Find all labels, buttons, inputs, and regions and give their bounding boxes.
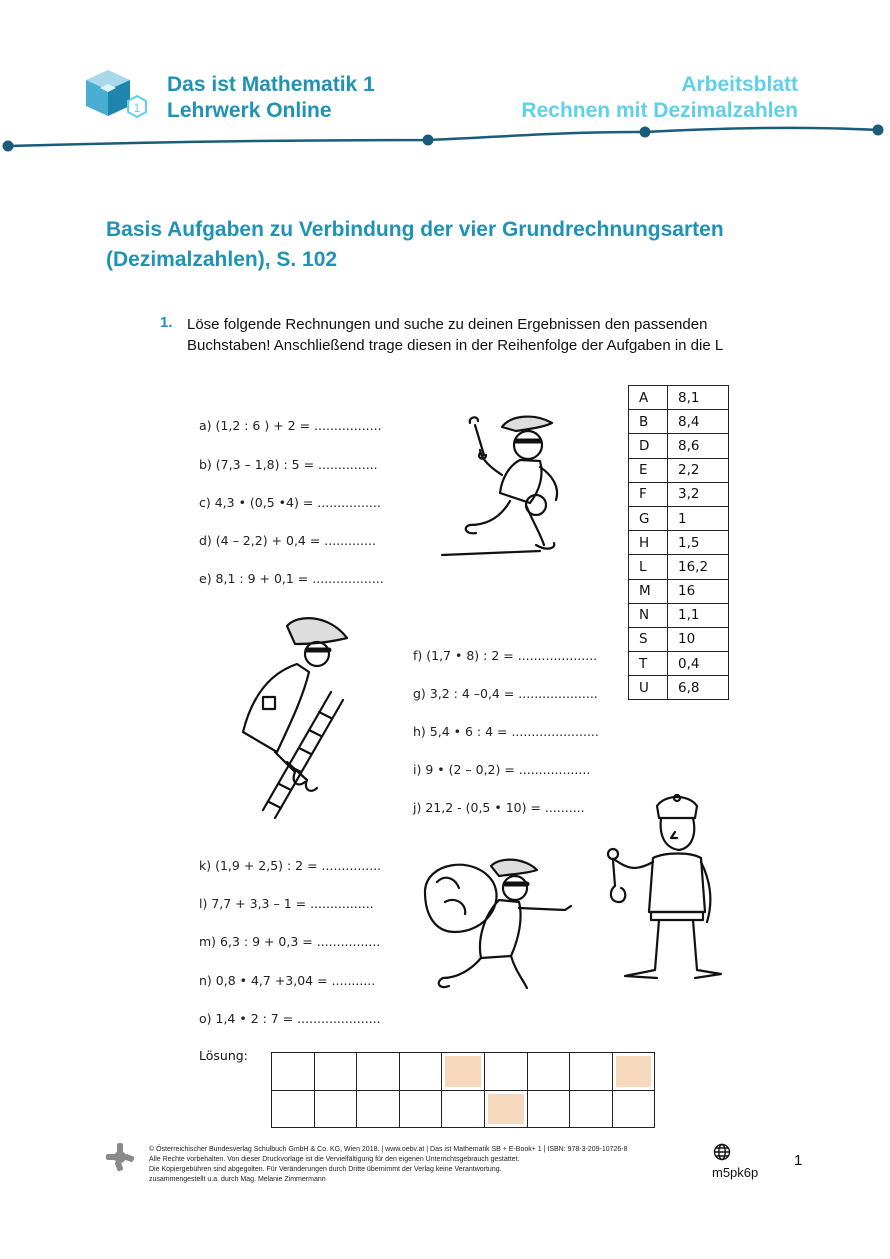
table-value: 8,1 — [668, 386, 729, 410]
table-value: 8,6 — [668, 434, 729, 458]
globe-icon — [713, 1143, 731, 1161]
footer-copyright — [149, 1145, 628, 1185]
table-letter: U — [629, 676, 668, 700]
solution-cell[interactable] — [570, 1091, 613, 1129]
table-letter: M — [629, 579, 668, 603]
solution-cell-highlighted[interactable] — [442, 1053, 485, 1091]
equation-a: a) (1,2 : 6 ) + 2 = ................. — [199, 418, 382, 433]
logo-badge-number: 1 — [133, 101, 141, 115]
solution-cell[interactable] — [485, 1053, 528, 1091]
solution-cell[interactable] — [400, 1091, 443, 1129]
table-row — [629, 410, 729, 434]
table-row — [629, 506, 729, 530]
table-row — [629, 627, 729, 651]
table-letter: D — [629, 434, 668, 458]
equation-j: j) 21,2 - (0,5 • 10) = .......... — [413, 800, 585, 815]
header-timeline — [0, 118, 890, 160]
table-value: 8,4 — [668, 410, 729, 434]
solution-cell-highlighted[interactable] — [613, 1053, 656, 1091]
table-letter: S — [629, 627, 668, 651]
task-instructions: Löse folgende Rechnungen und suche zu deinen Ergebnissen den passenden Buchstaben! Anschließend trage diesen in der Reihenfolge der Aufgaben in die L — [187, 316, 724, 354]
ladder-thief-illustration — [235, 612, 355, 824]
equation-i: i) 9 • (2 – 0,2) = .................. — [413, 762, 591, 777]
letter-value-table — [628, 385, 729, 700]
solution-cell[interactable] — [528, 1091, 571, 1129]
solution-cell[interactable] — [272, 1053, 315, 1091]
table-letter: E — [629, 458, 668, 482]
header-worksheet-title — [521, 72, 798, 124]
table-value: 1,1 — [668, 603, 729, 627]
thief-with-sack-illustration — [415, 852, 575, 1002]
equation-h: h) 5,4 • 6 : 4 = ...................... — [413, 724, 599, 739]
solution-cell[interactable] — [442, 1091, 485, 1129]
table-value: 2,2 — [668, 458, 729, 482]
police-officer-illustration — [605, 792, 725, 982]
equation-e: e) 8,1 : 9 + 0,1 = .................. — [199, 571, 384, 586]
table-value: 6,8 — [668, 676, 729, 700]
table-value: 16,2 — [668, 555, 729, 579]
table-value: 3,2 — [668, 482, 729, 506]
solution-cell[interactable] — [570, 1053, 613, 1091]
solution-cell[interactable] — [613, 1091, 656, 1129]
footer-line: zusammengestellt u.a. durch Mag. Melanie Zimmermann — [149, 1176, 326, 1183]
table-letter: G — [629, 506, 668, 530]
header-title-line2: Lehrwerk Online — [167, 99, 332, 122]
table-row — [629, 555, 729, 579]
table-letter: N — [629, 603, 668, 627]
table-value: 10 — [668, 627, 729, 651]
footer-line: Alle Rechte vorbehalten. Von dieser Druckvorlage ist die Vervielfältigung für den eigenen Unterrichtsgebrauch gestattet. — [149, 1156, 520, 1163]
page-number: 1 — [794, 1152, 803, 1169]
table-row — [629, 531, 729, 555]
task-number: 1. — [160, 314, 173, 331]
equation-f: f) (1,7 • 8) : 2 = .................... — [413, 648, 598, 663]
table-row — [629, 579, 729, 603]
section-title: Basis Aufgaben zu Verbindung der vier Grundrechnungsarten (Dezimalzahlen), S. 102 — [106, 218, 724, 271]
header-right-line2: Rechnen mit Dezimalzahlen — [521, 99, 798, 122]
solution-cell-highlighted[interactable] — [485, 1091, 528, 1129]
table-row — [629, 676, 729, 700]
solution-cell[interactable] — [528, 1053, 571, 1091]
table-value: 1 — [668, 506, 729, 530]
equation-c: c) 4,3 • (0,5 •4) = ................ — [199, 495, 381, 510]
table-letter: F — [629, 482, 668, 506]
header-right-line1: Arbeitsblatt — [681, 73, 798, 96]
equation-m: m) 6,3 : 9 + 0,3 = ................ — [199, 934, 381, 949]
equation-l: l) 7,7 + 3,3 – 1 = ................ — [199, 896, 374, 911]
table-letter: L — [629, 555, 668, 579]
running-thief-wrench-illustration — [440, 405, 585, 560]
table-letter: H — [629, 531, 668, 555]
solution-cell[interactable] — [400, 1053, 443, 1091]
table-row — [629, 603, 729, 627]
solution-cell[interactable] — [272, 1091, 315, 1129]
solution-cell[interactable] — [315, 1053, 358, 1091]
online-code: m5pk6p — [712, 1165, 759, 1180]
equation-g: g) 3,2 : 4 –0,4 = .................... — [413, 686, 598, 701]
publisher-logo — [104, 1141, 136, 1173]
table-value: 16 — [668, 579, 729, 603]
header-title-line1: Das ist Mathematik 1 — [167, 73, 375, 96]
solution-label: Lösung: — [199, 1048, 248, 1063]
table-row — [629, 482, 729, 506]
equation-b: b) (7,3 – 1,8) : 5 = ............... — [199, 457, 378, 472]
equation-o: o) 1,4 • 2 : 7 = ..................... — [199, 1011, 381, 1026]
table-row — [629, 458, 729, 482]
footer-line: Die Kopiergebühren sind abgegolten. Für Veränderungen durch Dritte übernimmt der Verlag keine Verantwortung. — [149, 1166, 502, 1173]
table-letter: B — [629, 410, 668, 434]
table-row — [629, 434, 729, 458]
table-row — [629, 386, 729, 410]
table-row — [629, 652, 729, 676]
header-title — [167, 72, 375, 124]
footer-line: © Österreichischer Bundesverlag Schulbuch GmbH & Co. KG, Wien 2018. | www.oebv.at | Das ist Mathematik SB + E-Book+ 1 | ISBN: 978-3-209-10726-8 — [149, 1146, 628, 1153]
table-value: 0,4 — [668, 652, 729, 676]
solution-cell[interactable] — [357, 1053, 400, 1091]
equation-k: k) (1,9 + 2,5) : 2 = ............... — [199, 858, 382, 873]
table-letter: T — [629, 652, 668, 676]
solution-cell[interactable] — [357, 1091, 400, 1129]
solution-cell[interactable] — [315, 1091, 358, 1129]
table-letter: A — [629, 386, 668, 410]
table-value: 1,5 — [668, 531, 729, 555]
equation-d: d) (4 – 2,2) + 0,4 = ............. — [199, 533, 376, 548]
solution-grid — [271, 1052, 655, 1128]
equation-n: n) 0,8 • 4,7 +3,04 = ........... — [199, 973, 376, 988]
